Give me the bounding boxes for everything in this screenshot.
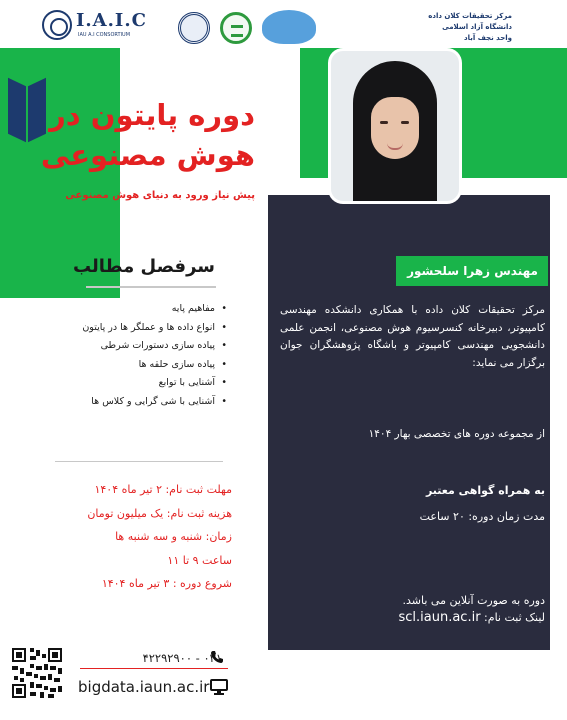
registration-link[interactable] <box>280 610 545 625</box>
divider <box>80 668 228 669</box>
faculty-logo-icon <box>220 12 252 44</box>
iaic-logo: I.A.I.C IAU A.I CONSORTIUM <box>42 10 172 44</box>
globe-icon <box>262 10 316 44</box>
course-title-line2: هوش مصنوعی <box>40 138 255 172</box>
course-title: دوره پایتون در <box>49 98 255 132</box>
phone-number[interactable]: ۰۳۱ - ۴۲۲۹۲۹۰۰ <box>142 651 222 665</box>
syllabus-list <box>17 300 227 411</box>
registration-link-label: لینک ثبت نام: <box>484 611 545 624</box>
list-item: • آشنایی با شی گرایی و کلاس ها <box>17 393 227 412</box>
certificate-note: به همراه گواهی معتبر <box>425 484 545 497</box>
online-note: دوره به صورت آنلاین می باشد. <box>402 594 545 607</box>
course-start: شروع دوره : ۳ تیر ماه ۱۴۰۴ <box>101 577 232 590</box>
list-item: • آشنایی با توابع <box>17 374 227 393</box>
divider <box>55 461 223 462</box>
syllabus-heading: سرفصل مطالب <box>72 256 215 277</box>
list-item: • پیاده سازی دستورات شرطی <box>17 337 227 356</box>
divider <box>86 286 216 288</box>
bigdata-center-logo: مرکز تحقیقات کلان داده دانشگاه آزاد اسلامی واحد نجف آباد <box>262 8 512 46</box>
registration-fee: هزینه ثبت نام: یک میلیون تومان <box>87 506 232 520</box>
course-subtitle: پیش نیاز ورود به دنیای هوش مصنوعی <box>65 190 255 201</box>
qr-code-icon <box>10 646 64 700</box>
class-hours: ساعت ۹ تا ۱۱ <box>167 553 232 567</box>
list-item: • انواع داده ها و عملگر ها در پایتون <box>17 319 227 338</box>
monitor-icon <box>210 679 228 699</box>
brain-icon <box>42 10 72 40</box>
phone-icon <box>210 649 224 668</box>
course-duration: مدت زمان دوره: ۲۰ ساعت <box>419 510 545 523</box>
organizer-description: مرکز تحقیقات کلان داده با همکاری دانشکده مهندسی کامپیوتر، دبیرخانه کنسرسیوم هوش مصنوعی، انجمن علمی دانشجویی مهندسی کامپیوتر و باشگاه پژوهشگران جوان برگزار می نماید: <box>280 304 545 369</box>
list-item: • مفاهیم پایه <box>17 300 227 319</box>
university-seal-icon <box>178 12 210 44</box>
registration-deadline: مهلت ثبت نام: ۲ تیر ماه ۱۴۰۴ <box>94 483 232 496</box>
course-series: از مجموعه دوره های تخصصی بهار ۱۴۰۴ <box>368 428 545 440</box>
instructor-name: مهندس زهرا سلحشور <box>396 256 548 286</box>
website-link[interactable]: bigdata.iaun.ac.ir <box>78 678 210 696</box>
instructor-photo <box>331 51 459 201</box>
registration-url[interactable]: scl.iaun.ac.ir <box>398 610 481 625</box>
registration-info <box>12 478 232 596</box>
list-item: • پیاده سازی حلقه ها <box>17 356 227 375</box>
class-days: زمان: شنبه و سه شنبه ها <box>115 530 232 543</box>
logo-bar <box>0 4 567 46</box>
